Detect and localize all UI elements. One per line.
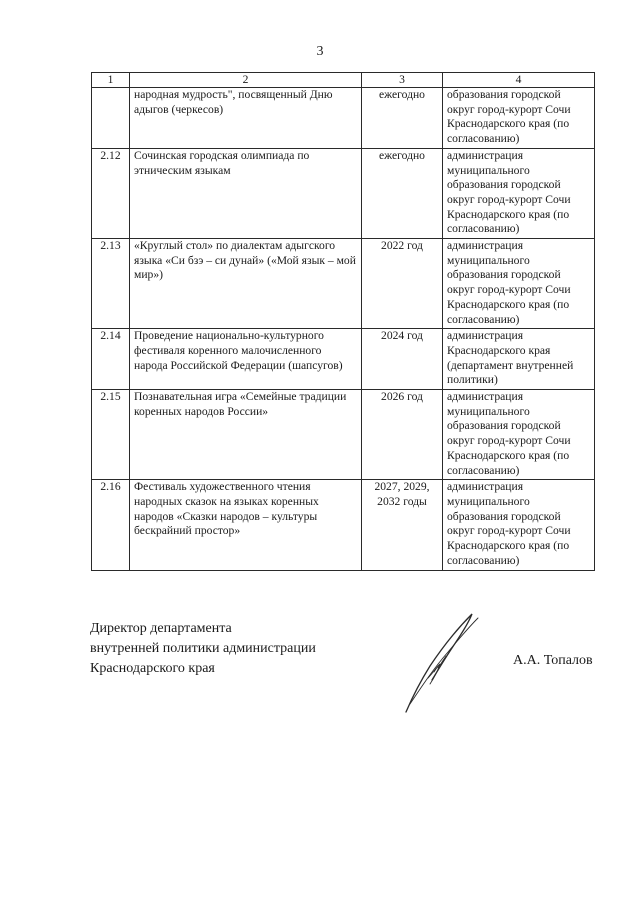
date-cell: 2027, 2029, 2032 годы [362, 480, 443, 570]
event-cell: народная мудрость", посвященный Дню адыгов (черкесов) [130, 88, 362, 149]
date-cell: ежегодно [362, 148, 443, 238]
row-number: 2.12 [92, 148, 130, 238]
table-row [92, 239, 595, 329]
event-cell: Сочинская городская олимпиада по этническим языкам [130, 148, 362, 238]
page-number: 3 [316, 44, 324, 59]
signatory-title [90, 619, 316, 679]
row-number [92, 88, 130, 149]
column-header: 3 [362, 73, 443, 88]
event-cell: «Круглый стол» по диалектам адыгского языка «Си бзэ – си дунай» («Мой язык – мой мир») [130, 239, 362, 329]
date-cell: 2022 год [362, 239, 443, 329]
table-header-row [92, 73, 595, 88]
date-cell: ежегодно [362, 88, 443, 149]
column-header: 4 [443, 73, 595, 88]
event-cell: Проведение национально-культурного фестиваля коренного малочисленного народа Российской Федерации (шапсугов) [130, 329, 362, 390]
row-number: 2.14 [92, 329, 130, 390]
row-number: 2.15 [92, 390, 130, 480]
responsible-cell: администрация муниципального образования городской округ город-курорт Сочи Краснодарского края (по согласованию) [443, 480, 595, 570]
responsible-cell: образования городской округ город-курорт Сочи Краснодарского края (по согласованию) [443, 88, 595, 149]
event-cell: Фестиваль художественного чтения народных сказок на языках коренных народов «Сказки народов – культуры бескрайний простор» [130, 480, 362, 570]
row-number: 2.16 [92, 480, 130, 570]
column-header: 1 [92, 73, 130, 88]
signatory-name: А.А. Топалов [513, 653, 593, 668]
date-cell: 2024 год [362, 329, 443, 390]
table-row [92, 148, 595, 238]
row-number: 2.13 [92, 239, 130, 329]
event-cell: Познавательная игра «Семейные традиции коренных народов России» [130, 390, 362, 480]
table-row [92, 329, 595, 390]
signatory-title-line: Краснодарского края [90, 661, 215, 676]
column-header: 2 [130, 73, 362, 88]
table-row [92, 88, 595, 149]
events-table [91, 72, 595, 571]
table-row [92, 480, 595, 570]
date-cell: 2026 год [362, 390, 443, 480]
handwritten-signature [398, 608, 486, 716]
signatory-title-line: внутренней политики администрации [90, 641, 316, 656]
responsible-cell: администрация муниципального образования городской округ город-курорт Сочи Краснодарского края (по согласованию) [443, 390, 595, 480]
table-row [92, 390, 595, 480]
signatory-title-line: Директор департамента [90, 621, 232, 636]
responsible-cell: администрация Краснодарского края (департамент внутренней политики) [443, 329, 595, 390]
responsible-cell: администрация муниципального образования городской округ город-курорт Сочи Краснодарского края (по согласованию) [443, 239, 595, 329]
responsible-cell: администрация муниципального образования городской округ город-курорт Сочи Краснодарского края (по согласованию) [443, 148, 595, 238]
